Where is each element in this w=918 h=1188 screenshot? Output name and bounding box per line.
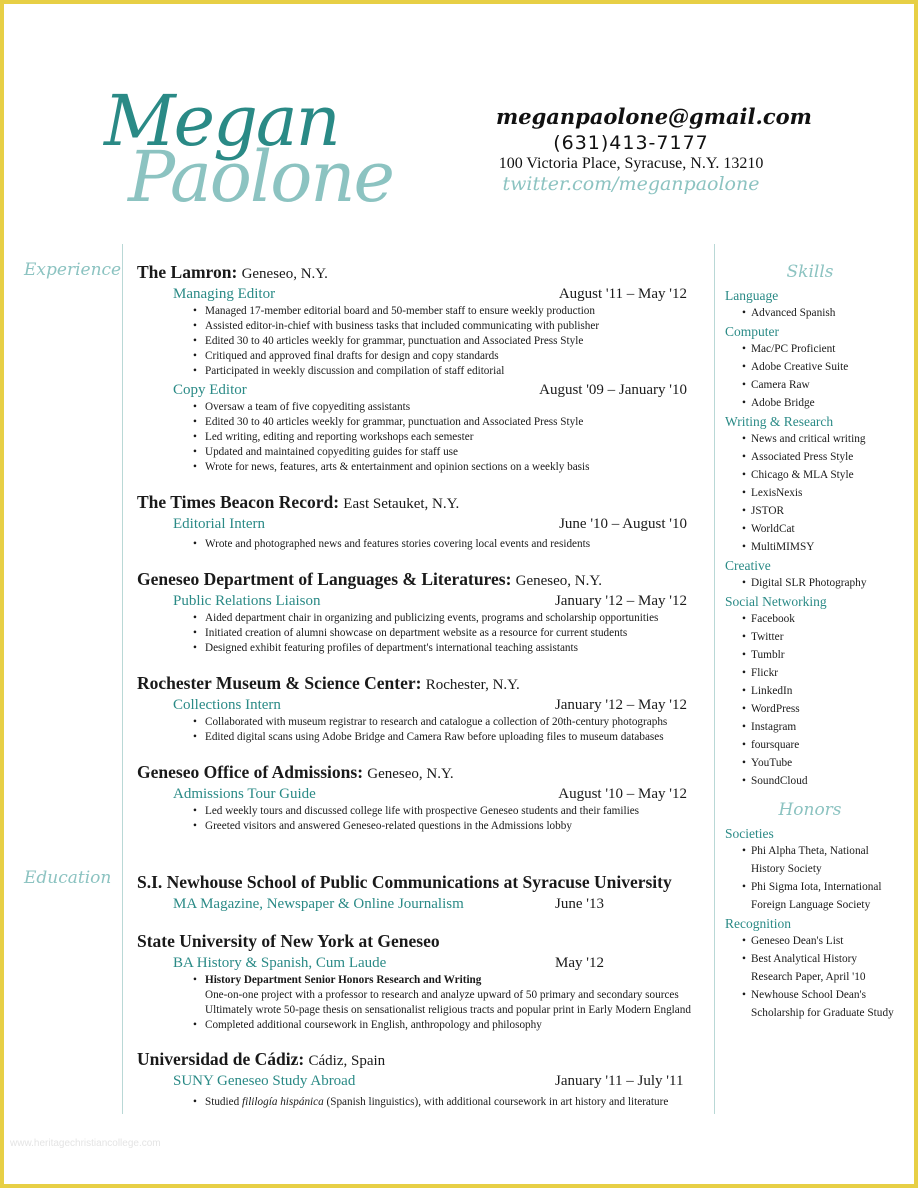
honors-list: [725, 842, 895, 914]
org-heading: [137, 762, 707, 783]
bullet-item: • Led weekly tours and discussed college life with prospective Geneseo students and their families: [205, 804, 707, 819]
skill-list: [725, 430, 895, 556]
degree-title: MA Magazine, Newspaper & Online Journalism: [173, 896, 464, 912]
email-link[interactable]: meganpaolone@gmail.com: [496, 104, 812, 129]
bullet-item: • Designed exhibit featuring profiles of department's international teaching assistants: [205, 641, 707, 656]
bullet-item: • Wrote and photographed news and features stories covering local events and residents: [205, 537, 707, 552]
bullet-detail: Ultimately wrote 50-page thesis on sensationalist religious tracts and popular print in Early Modern England: [205, 1004, 691, 1016]
org-name: State University of New York at Geneseo: [137, 931, 440, 951]
education-entry: [137, 1049, 707, 1110]
degree-title: SUNY Geneseo Study Abroad: [173, 1073, 356, 1089]
org-name: Geneseo Office of Admissions:: [137, 762, 364, 782]
bullet-item: • Aided department chair in organizing and publicizing events, programs and scholarship opportunities: [205, 611, 707, 626]
org-heading: [137, 569, 707, 590]
degree-row: [137, 896, 687, 913]
bullet-list: [137, 973, 707, 1033]
skill-item: • JSTOR: [751, 502, 895, 520]
role-title: Copy Editor: [173, 382, 247, 398]
skill-item: • Adobe Bridge: [751, 394, 895, 412]
bullet-item: • Edited 30 to 40 articles weekly for grammar, punctuation and Associated Press Style: [205, 415, 707, 430]
skill-list: [725, 340, 895, 412]
degree-date: June '13: [555, 896, 604, 912]
org-location: Rochester, N.Y.: [425, 677, 520, 693]
role-title: Admissions Tour Guide: [173, 786, 316, 802]
bullet-item: • Updated and maintained copyediting guides for staff use: [205, 445, 707, 460]
skill-item: • Digital SLR Photography: [751, 574, 895, 592]
honors-item: • Phi Alpha Theta, National History Society: [751, 842, 895, 878]
role-title: Collections Intern: [173, 697, 281, 713]
org-name: Rochester Museum & Science Center:: [137, 673, 422, 693]
skill-item: • LinkedIn: [751, 682, 895, 700]
org-location: Geneseo, N.Y.: [241, 266, 328, 282]
skill-item: • Mac/PC Proficient: [751, 340, 895, 358]
role-title: Public Relations Liaison: [173, 593, 321, 609]
skill-item: • Tumblr: [751, 646, 895, 664]
org-location: Cádiz, Spain: [308, 1053, 386, 1069]
bullet-item: • Led writing, editing and reporting workshops each semester: [205, 430, 707, 445]
skill-item: • Chicago & MLA Style: [751, 466, 895, 484]
bullet-list: [137, 304, 707, 379]
degree-date: January '11 – July '11: [555, 1073, 684, 1089]
role-date: January '12 – May '12: [554, 697, 687, 713]
bullet-list: [137, 611, 707, 656]
skill-list: [725, 610, 895, 790]
bullet-item: • Completed additional coursework in English, anthropology and philosophy: [205, 1018, 707, 1033]
skill-item: • Twitter: [751, 628, 895, 646]
skill-item: • Advanced Spanish: [751, 304, 895, 322]
bullet-detail: One-on-one project with a professor to research and analyze upward of 50 primary and secondary sources: [205, 989, 679, 1001]
honors-category: Recognition: [725, 916, 791, 931]
degree-row: [137, 955, 687, 972]
honors-heading: Honors: [778, 800, 842, 820]
role-row: [137, 786, 687, 803]
bullet-item: [205, 973, 707, 988]
right-divider: [714, 244, 715, 1114]
org-name: The Lamron:: [137, 262, 238, 282]
skill-item: • SoundCloud: [751, 772, 895, 790]
skill-category: Language: [725, 288, 779, 303]
org-location: Geneseo, N.Y.: [367, 766, 454, 782]
bullet-list: [137, 537, 707, 552]
org-heading: [137, 673, 707, 694]
honors-title: History Department Senior Honors Research and Writing: [205, 974, 482, 986]
org-name: S.I. Newhouse School of Public Communications at Syracuse University: [137, 872, 672, 892]
skill-item: • MultiMIMSY: [751, 538, 895, 556]
org-name: Universidad de Cádiz:: [137, 1049, 305, 1069]
phone-number: (631)413-7177: [553, 132, 709, 154]
address: 100 Victoria Place, Syracuse, N.Y. 13210: [498, 155, 764, 172]
bullet-item: • Edited digital scans using Adobe Bridge and Camera Raw before uploading files to museum databases: [205, 730, 707, 745]
bullet-item: • Wrote for news, features, arts & entertainment and opinion sections on a weekly basis: [205, 460, 707, 475]
studied-post: (Spanish linguistics), with additional coursework in art history and literature: [323, 1096, 669, 1108]
bullet-item: • Managed 17-member editorial board and 50-member staff to ensure weekly production: [205, 304, 707, 319]
bullet-item: • Critiqued and approved final drafts for design and copy standards: [205, 349, 707, 364]
org-heading: [137, 931, 707, 952]
skill-category: Social Networking: [725, 594, 827, 609]
skill-item: • Facebook: [751, 610, 895, 628]
skill-item: • Instagram: [751, 718, 895, 736]
bullet-item: [205, 1095, 707, 1110]
name-first: Megan: [104, 80, 339, 162]
skill-item: • foursquare: [751, 736, 895, 754]
honors-item: • Geneseo Dean's List: [751, 932, 895, 950]
skill-list: [725, 304, 895, 322]
honors-item: • Best Analytical History Research Paper, April '10: [751, 950, 895, 986]
skill-list: [725, 574, 895, 592]
sidebar: [725, 262, 895, 1022]
degree-title: BA History & Spanish, Cum Laude: [173, 955, 387, 971]
org-heading: [137, 872, 707, 893]
watermark: www.heritagechristiancollege.com: [10, 1138, 161, 1149]
bullet-item: • Assisted editor-in-chief with business tasks that included communicating with publisher: [205, 319, 707, 334]
skill-category: Creative: [725, 558, 771, 573]
bullet-list: [137, 804, 707, 834]
bullet-item: • Collaborated with museum registrar to research and catalogue a collection of 20th-century photographs: [205, 715, 707, 730]
experience-label: Experience: [24, 260, 122, 280]
role-row: [137, 382, 687, 399]
skill-category: Writing & Research: [725, 414, 834, 429]
main-column: [137, 262, 707, 1127]
honors-item: • Newhouse School Dean's Scholarship for Graduate Study: [751, 986, 895, 1022]
org-location: Geneseo, N.Y.: [515, 573, 603, 589]
bullet-item: • Edited 30 to 40 articles weekly for grammar, punctuation and Associated Press Style: [205, 334, 707, 349]
org-name: Geneseo Department of Languages & Literatures:: [137, 569, 512, 589]
left-divider: [122, 244, 123, 1114]
role-date: June '10 – August '10: [559, 516, 687, 532]
studied-emphasis: fililogía hispánica: [241, 1096, 324, 1108]
bullet-item: • Oversaw a team of five copyediting assistants: [205, 400, 707, 415]
experience-entry: [137, 262, 707, 475]
role-row: [137, 593, 687, 610]
skill-item: • LexisNexis: [751, 484, 895, 502]
twitter-link[interactable]: twitter.com/meganpaolone: [502, 173, 760, 195]
honors-list: [725, 932, 895, 1022]
experience-entry: [137, 673, 707, 745]
skill-item: • WordPress: [751, 700, 895, 718]
name-last: Paolone: [128, 136, 393, 218]
role-title: Editorial Intern: [173, 516, 266, 532]
role-date: January '12 – May '12: [554, 593, 687, 609]
org-location: East Setauket, N.Y.: [343, 496, 460, 512]
experience-entry: [137, 762, 707, 834]
experience-entry: [137, 569, 707, 656]
bullet-item: • Participated in weekly discussion and compilation of staff editorial: [205, 364, 707, 379]
education-label: Education: [24, 868, 112, 888]
education-entry: [137, 872, 707, 913]
role-date: August '09 – January '10: [539, 382, 687, 398]
skill-item: • Associated Press Style: [751, 448, 895, 466]
role-title: Managing Editor: [173, 286, 276, 302]
bullet-list: [137, 400, 707, 475]
org-heading: [137, 262, 707, 283]
bullet-list: [137, 1095, 707, 1110]
org-name: The Times Beacon Record:: [137, 492, 340, 512]
bullet-list: [137, 715, 707, 745]
education-entry: [137, 931, 707, 1033]
skill-item: • WorldCat: [751, 520, 895, 538]
skill-item: • News and critical writing: [751, 430, 895, 448]
role-date: August '10 – May '12: [558, 786, 687, 802]
honors-item: • Phi Sigma Iota, International Foreign Language Society: [751, 878, 895, 914]
role-row: [137, 697, 687, 714]
skill-item: • Camera Raw: [751, 376, 895, 394]
org-heading: [137, 1049, 707, 1070]
honors-category: Societies: [725, 826, 774, 841]
role-row: [137, 516, 687, 533]
org-heading: [137, 492, 707, 513]
role-row: [137, 286, 687, 303]
experience-entry: [137, 492, 707, 552]
role-date: August '11 – May '12: [558, 286, 687, 302]
skill-item: • Flickr: [751, 664, 895, 682]
studied-pre: Studied: [205, 1096, 242, 1108]
degree-date: May '12: [555, 955, 604, 971]
bullet-item: • Greeted visitors and answered Geneseo-related questions in the Admissions lobby: [205, 819, 707, 834]
contact-block: [496, 104, 812, 195]
skill-item: • Adobe Creative Suite: [751, 358, 895, 376]
degree-row: [137, 1073, 687, 1090]
skill-item: • YouTube: [751, 754, 895, 772]
skill-category: Computer: [725, 324, 779, 339]
skills-heading: Skills: [786, 262, 834, 282]
bullet-item: • Initiated creation of alumni showcase on department website as a resource for current students: [205, 626, 707, 641]
